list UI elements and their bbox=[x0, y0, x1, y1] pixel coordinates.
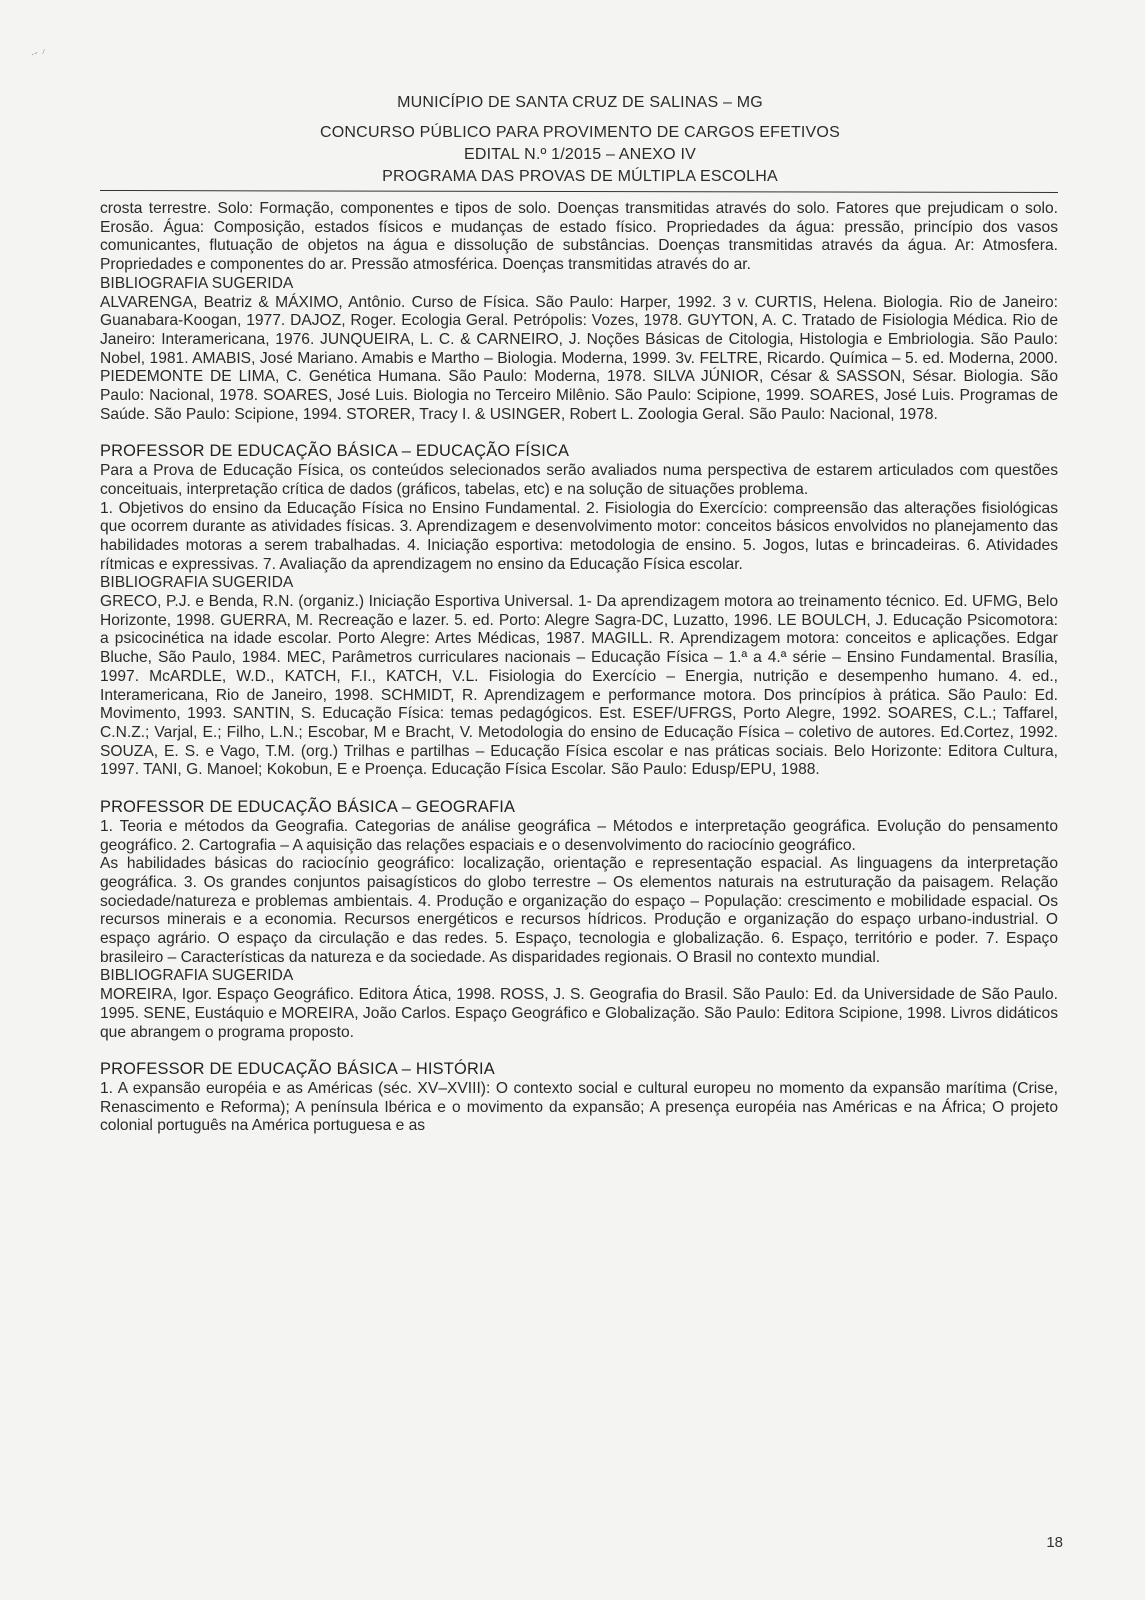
section-title: PROFESSOR DE EDUCAÇÃO BÁSICA – GEOGRAFIA bbox=[100, 798, 516, 817]
document-header bbox=[100, 92, 1060, 188]
header-program: PROGRAMA DAS PROVAS DE MÚLTIPLA ESCOLHA bbox=[382, 168, 778, 185]
bibliography-text: MOREIRA, Igor. Espaço Geográfico. Editora Ática, 1998. ROSS, J. S. Geografia do Brasil. São Paulo: Ed. da Universidade de São Paulo. 1995. SENE, Eustáquio e MOREIRA, João Carlos. Espaço Geográfico e Globalização. São Paulo: Editora Scipione, 1998. Livros didáticos que abrangem o programa proposto. bbox=[100, 986, 1058, 1041]
section-educacao-fisica bbox=[100, 442, 1058, 780]
intro-section bbox=[100, 200, 1058, 424]
document-body bbox=[100, 200, 1058, 1136]
header-contest: CONCURSO PÚBLICO PARA PROVIMENTO DE CARGOS EFETIVOS bbox=[320, 124, 840, 141]
page-number: 18 bbox=[1046, 1534, 1063, 1551]
section-paragraph: 1. Teoria e métodos da Geografia. Categorias de análise geográfica – Métodos e interpretação geográfica. Evolução do pensamento geográfico. 2. Cartografia – A aquisição das relações espaciais e o desenvolvimento do raciocínio geográfico. bbox=[100, 817, 1058, 854]
section-paragraph: 1. A expansão européia e as Américas (séc. XV–XVIII): O contexto social e cultural europeu no momento da expansão marítima (Crise, Renascimento e Reforma); A península Ibérica e o movimento da expansão; A presença européia nas Américas e na África; O projeto colonial português na América portuguesa e as bbox=[100, 1079, 1058, 1135]
section-geografia bbox=[100, 798, 1058, 1042]
section-paragraph: Para a Prova de Educação Física, os conteúdos selecionados serão avaliados numa perspectiva de estarem articulados com questões conceituais, interpretação crítica de dados (gráficos, tabelas, etc) e na solução de situações problema. bbox=[100, 462, 1058, 498]
bibliography-text: ALVARENGA, Beatriz & MÁXIMO, Antônio. Curso de Física. São Paulo: Harper, 1992. 3 v. CURTIS, Helena. Biologia. Rio de Janeiro: Guanabara-Koogan, 1977. DAJOZ, Roger. Ecologia Geral. Petrópolis: Vozes, 1978. GUYTON, A. C. Tratado de Fisiologia Médica. Rio de Janeiro: Interamericana, 1976. JUNQUEIRA, L. C. & CARNEIRO, J. Noções Básicas de Citologia, Histologia e Embriologia. São Paulo: Nobel, 1981. AMABIS, José Mariano. Amabis e Martho – Biologia. Moderna, 1999. 3v. FELTRE, Ricardo. Química – 5. ed. Moderna, 2000. PIEDEMONTE DE LIMA, C. Genética Humana. São Paulo: Moderna, 1978. SILVA JÚNIOR, César & SASSON, Sésar. Biologia. São Paulo: Nacional, 1978. SOARES, José Luis. Biologia no Terceiro Milênio. São Paulo: Scipione, 1999. SOARES, José Luis. Programas de Saúde. São Paulo: Scipione, 1994. STORER, Tracy I. & USINGER, Robert L. Zoologia Geral. São Paulo: Nacional, 1978. bbox=[100, 293, 1058, 423]
bibliography-title: BIBLIOGRAFIA SUGERIDA bbox=[100, 967, 294, 985]
bibliography-text: GRECO, P.J. e Benda, R.N. (organiz.) Iniciação Esportiva Universal. 1- Da aprendizagem motora ao treinamento técnico. Ed. UFMG, Belo Horizonte, 1998. GUERRA, M. Recreação e lazer. 5. ed. Porto: Alegre Sagra-DC, Luzatto, 1996. LE BOULCH, J. Educação Psicomotora: a psicocinética na idade escolar. Porto Alegre: Artes Médicas, 1987. MAGILL. R. Aprendizagem motora: conceitos e aplicações. Edgar Bluche, São Paulo, 1984. MEC, Parâmetros curriculares nacionais – Educação Física – 1.ª a 4.ª série – Ensino Fundamental. Brasília, 1997. McARDLE, W.D., KATCH, F.I., KATCH, V.L. Fisiologia do Exercício – Energia, nutrição e desempenho humano. 4. ed., Interamericana, Rio de Janeiro, 1998. SCHMIDT, R. Aprendizagem e performance motora. Dos princípios à prática. São Paulo: Ed. Movimento, 1993. SANTIN, S. Educação Física: temas pedagógicos. Est. ESEF/UFRGS, Porto Alegre, 1992. SOARES, C.L.; Taffarel, C.N.Z.; Varjal, E.; Filho, L.N.; Escobar, M e Bracht, V. Metodologia do ensino de Educação Física – coletivo de autores. Ed.Cortez, 1992. SOUZA, E. S. e Vago, T.M. (org.) Trilhas e partilhas – Educação Física escolar e nas práticas sociais. Belo Horizonte: Editora Cultura, 1997. TANI, G. Manoel; Kokobun, E e Proença. Educação Física Escolar. São Paulo: Edusp/EPU, 1988. bbox=[100, 593, 1058, 779]
section-paragraph: As habilidades básicas do raciocínio geográfico: localização, orientação e representação espacial. As linguagens da interpretação geográfica. 3. Os grandes conjuntos paisagísticos do globo terrestre – Os elementos naturais na estruturação da paisagem. Relação sociedade/natureza e problemas ambientais. 4. Produção e organização do espaço – População: crescimento e mobilidade espacial. Os recursos minerais e a economia. Recursos energéticos e recursos hídricos. Produção e organização do espaço urbano-industrial. O espaço agrário. O espaço da circulação e das redes. 5. Espaço, tecnologia e globalização. 6. Espaço, território e poder. 7. Espaço brasileiro – Características da natureza e da sociedade. As disparidades regionais. O Brasil no contexto mundial. bbox=[100, 855, 1058, 966]
bibliography-title: BIBLIOGRAFIA SUGERIDA bbox=[100, 274, 294, 292]
section-paragraph: 1. Objetivos do ensino da Educação Física no Ensino Fundamental. 2. Fisiologia do Exercício: compreensão das alterações fisiológicas que ocorrem durante as atividades físicas. 3. Aprendizagem e desenvolvimento motor: conceitos básicos envolvidos no planejamento das habilidades motoras a serem trabalhadas. 4. Iniciação esportiva: metodologia de ensino. 5. Jogos, lutas e brincadeiras. 6. Atividades rítmicas e expressivas. 7. Avaliação da aprendizagem no ensino da Educação Física escolar. bbox=[100, 499, 1058, 573]
intro-paragraph: crosta terrestre. Solo: Formação, componentes e tipos de solo. Doenças transmitidas através do solo. Fatores que prejudicam o solo. Erosão. Água: Composição, estados físicos e mudanças de estado físico. Propriedades da água: pressão, princípio dos vasos comunicantes, flutuação de objetos na água e dissolução de substâncias. Doenças transmitidas através da água. Ar: Atmosfera. Propriedades e componentes do ar. Pressão atmosférica. Doenças transmitidas através do ar. bbox=[100, 200, 1058, 274]
header-divider bbox=[100, 190, 1058, 193]
section-historia bbox=[100, 1060, 1058, 1136]
header-municipality: MUNICÍPIO DE SANTA CRUZ DE SALINAS – MG bbox=[397, 94, 763, 111]
header-edital: EDITAL N.º 1/2015 – ANEXO IV bbox=[464, 146, 696, 163]
bibliography-title: BIBLIOGRAFIA SUGERIDA bbox=[100, 574, 294, 592]
section-title: PROFESSOR DE EDUCAÇÃO BÁSICA – HISTÓRIA bbox=[100, 1060, 495, 1079]
section-title: PROFESSOR DE EDUCAÇÃO BÁSICA – EDUCAÇÃO FÍSICA bbox=[100, 442, 570, 461]
scan-mark: ·‐ ⸝ bbox=[28, 43, 48, 61]
